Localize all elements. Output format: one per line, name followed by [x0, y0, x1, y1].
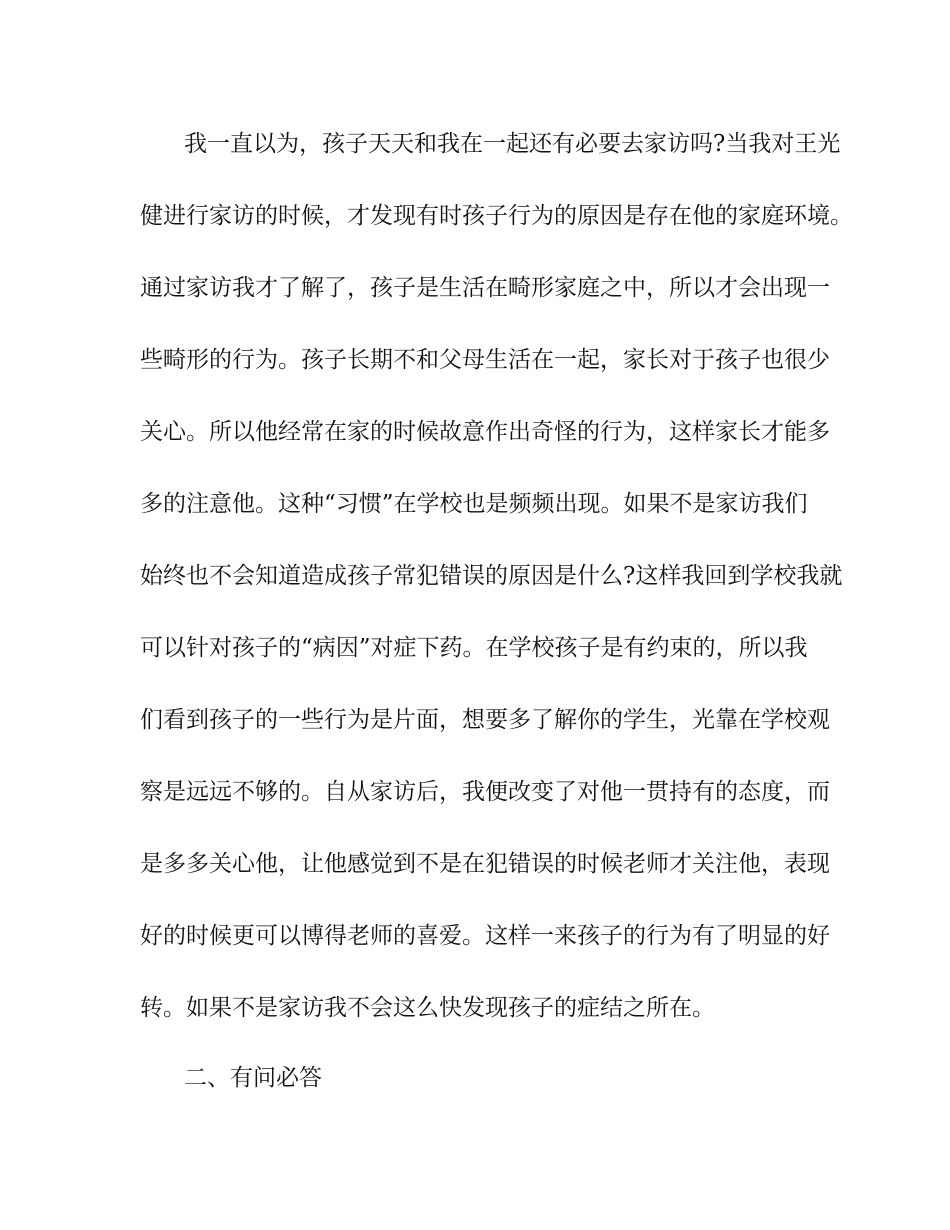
- paragraph-line: 们看到孩子的一些行为是片面，想要多了解你的学生，光靠在学校观: [140, 707, 830, 733]
- paragraph-line: 始终也不会知道造成孩子常犯错误的原因是什么?这样我回到学校我就: [140, 563, 843, 589]
- paragraph-line: 关心。所以他经常在家的时候故意作出奇怪的行为，这样家长才能多: [140, 419, 830, 445]
- paragraph-line: 通过家访我才了解了，孩子是生活在畸形家庭之中，所以才会出现一: [140, 275, 830, 301]
- paragraph-line: 多的注意他。这种“习惯”在学校也是频频出现。如果不是家访我们: [140, 491, 808, 517]
- paragraph-line: 些畸形的行为。孩子长期不和父母生活在一起，家长对于孩子也很少: [140, 347, 830, 373]
- paragraph-line: 察是远远不够的。自从家访后，我便改变了对他一贯持有的态度，而: [140, 779, 830, 805]
- paragraph-line: 好的时候更可以博得老师的喜爱。这样一来孩子的行为有了明显的好: [140, 923, 830, 949]
- paragraph-line: 可以针对孩子的“病因”对症下药。在学校孩子是有约束的，所以我: [140, 635, 808, 661]
- paragraph-line: 转。如果不是家访我不会这么快发现孩子的症结之所在。: [140, 995, 715, 1021]
- paragraph-line: 是多多关心他，让他感觉到不是在犯错误的时候老师才关注他，表现: [140, 851, 830, 877]
- paragraph-line: 健进行家访的时候，才发现有时孩子行为的原因是存在他的家庭环境。: [140, 203, 853, 229]
- section-heading: 二、有问必答: [184, 1065, 322, 1091]
- body-paragraph: [140, 124, 853, 1060]
- paragraph-line: 我一直以为，孩子天天和我在一起还有必要去家访吗?当我对王光: [184, 131, 841, 157]
